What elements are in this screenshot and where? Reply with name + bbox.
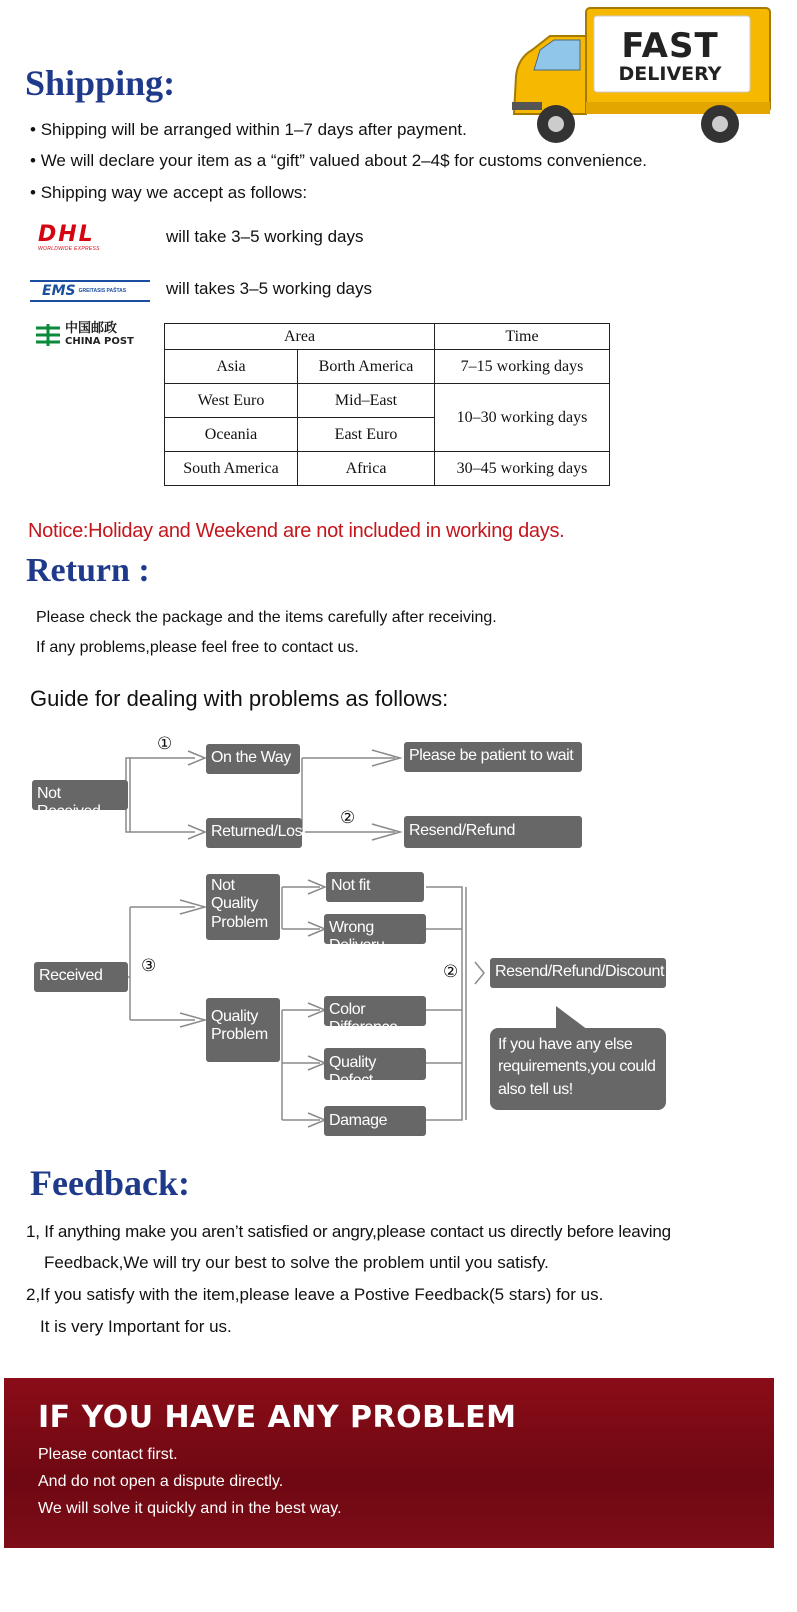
flow-not-received: Not Received (32, 780, 128, 810)
truck-sign-delivery: DELIVERY (618, 63, 722, 85)
flow-marker-2-right: ② (443, 962, 459, 982)
return-line-1: Please check the package and the items carefully after receiving. (36, 609, 497, 626)
speech-bubble-tail (552, 1004, 592, 1030)
china-post-emblem-icon (34, 322, 62, 348)
feedback-item-1-line-1: 1, If anything make you aren’t satisfied or angry,please contact us directly before leaving (26, 1222, 671, 1241)
feedback-item-2-line-1: 2,If you satisfy with the item,please leave a Postive Feedback(5 stars) for us. (26, 1285, 604, 1304)
banner-line-1: Please contact first. (38, 1446, 178, 1463)
shipping-bullet-3: • Shipping way we accept as follows: (30, 183, 308, 202)
dhl-logo-subtitle: WORLDWIDE EXPRESS (38, 246, 100, 252)
flow-wrong-delivery: Wrong Deliveru (324, 914, 426, 944)
flow-not-quality: Not Quality Problem (206, 874, 280, 940)
flow-damage: Damage (324, 1106, 426, 1136)
dhl-delivery-time: will take 3–5 working days (166, 227, 364, 246)
ems-logo-text: EMS (42, 283, 76, 299)
table-cell: Asia (165, 350, 298, 384)
flow-extra-requirements-bubble: If you have any else requirements,you could also tell us! (490, 1028, 666, 1110)
shipping-bullet-1: • Shipping will be arranged within 1–7 days after payment. (30, 120, 467, 139)
flow-marker-3: ③ (141, 956, 157, 976)
table-cell: 30–45 working days (435, 452, 610, 486)
dhl-logo (38, 224, 132, 252)
banner-title: IF YOU HAVE ANY PROBLEM (38, 1400, 517, 1435)
truck-sign-fast: FAST (621, 26, 719, 66)
banner-line-3: We will solve it quickly and in the best way. (38, 1500, 342, 1517)
table-cell: 7–15 working days (435, 350, 610, 384)
table-cell: Africa (298, 452, 435, 486)
ems-logo-subtitle: GREITASIS PAŠTAS (78, 288, 127, 294)
shipping-notice: Notice:Holiday and Weekend are not included in working days. (28, 520, 565, 542)
dhl-logo-text: DHL (38, 222, 95, 247)
shipping-heading: Shipping: (25, 63, 176, 103)
flow-marker-1: ① (157, 734, 173, 754)
flow-not-fit: Not fit (326, 872, 424, 902)
table-cell: 10–30 working days (435, 384, 610, 452)
flow-received: Received (34, 962, 128, 992)
feedback-heading: Feedback: (30, 1163, 190, 1203)
table-cell: South America (165, 452, 298, 486)
table-cell: East Euro (298, 418, 435, 452)
feedback-item-1-line-2: Feedback,We will try our best to solve the problem until you satisfy. (44, 1253, 549, 1272)
table-header-row (165, 324, 610, 350)
china-post-en: CHINA POST (65, 336, 134, 347)
table-cell: Oceania (165, 418, 298, 452)
table-cell: West Euro (165, 384, 298, 418)
contact-banner (4, 1378, 774, 1548)
shipping-bullet-2: • We will declare your item as a “gift” valued about 2–4$ for customs convenience. (30, 151, 648, 170)
flow-patient: Please be patient to wait (404, 742, 582, 772)
flow-color-difference: Color Difference (324, 996, 426, 1026)
flow-quality-defect: Quality Defect (324, 1048, 426, 1080)
flow-on-the-way: On the Way (206, 744, 300, 774)
table-row (165, 384, 610, 418)
shipping-time-table (164, 323, 610, 486)
china-post-logo (34, 322, 134, 348)
banner-line-2: And do not open a dispute directly. (38, 1473, 284, 1490)
return-line-2: If any problems,please feel free to contact us. (36, 639, 359, 656)
return-heading: Return : (26, 552, 150, 589)
table-header-area: Area (165, 324, 435, 350)
flow-resend-refund: Resend/Refund (404, 816, 582, 848)
table-row (165, 350, 610, 384)
china-post-cn: 中国邮政 (65, 321, 118, 336)
guide-title: Guide for dealing with problems as follows: (30, 686, 449, 711)
feedback-item-2-line-2: It is very Important for us. (40, 1317, 232, 1336)
table-cell: Mid–East (298, 384, 435, 418)
table-row (165, 452, 610, 486)
flow-quality: Quality Problem (206, 998, 280, 1062)
ems-delivery-time: will takes 3–5 working days (166, 279, 372, 298)
flow-resend-refund-discount: Resend/Refund/Discount (490, 958, 666, 988)
ems-logo (30, 280, 150, 302)
flow-marker-2-top: ② (340, 808, 356, 828)
table-cell: Borth America (298, 350, 435, 384)
flow-returned-lost: Returned/Lost (206, 818, 302, 848)
table-header-time: Time (435, 324, 610, 350)
